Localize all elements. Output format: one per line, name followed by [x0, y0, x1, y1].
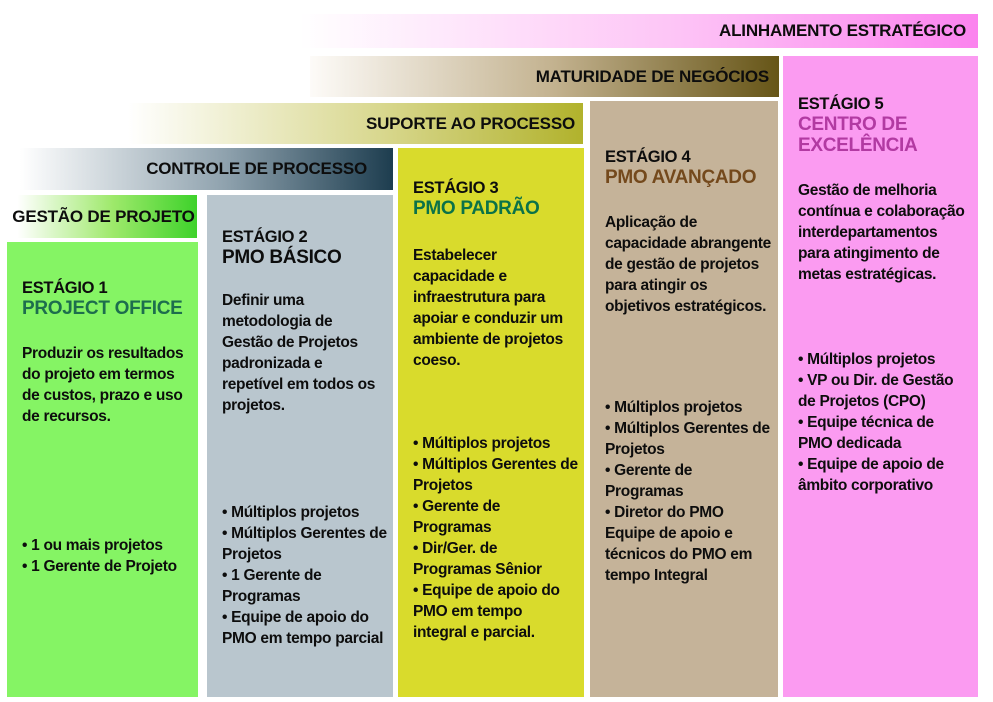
bullet-item: • Diretor do PMO — [605, 502, 772, 523]
bullet-item: • Múltiplos Gerentes de Projetos — [605, 418, 772, 460]
bullet-item: • Múltiplos projetos — [413, 433, 578, 454]
bar-label-suporte: SUPORTE AO PROCESSO — [365, 113, 575, 133]
stage-2-description: Definir uma metodologia de Gestão de Projetos padronizada e repetível em todos os projetos. — [222, 292, 376, 414]
bullet-item: • 1 Gerente de Projeto — [22, 556, 192, 577]
stage-1-description: Produzir os resultados do projeto em termos de custos, prazo e uso de recursos. — [22, 345, 184, 425]
bullet-item: • Múltiplos projetos — [222, 502, 387, 523]
stage-2-bullet-list — [222, 502, 387, 649]
bullet-item: • Múltiplos Gerentes de Projetos — [222, 523, 387, 565]
bullet-item: • Gerente de Programas — [413, 496, 578, 538]
bullet-item: • Múltiplos projetos — [605, 397, 772, 418]
stage-2-column — [207, 195, 393, 697]
bar-alinhamento-estrategico — [300, 14, 978, 48]
stage-2-label: ESTÁGIO 2 — [222, 228, 308, 246]
stage-4-bullet-list — [605, 397, 772, 523]
stage-4-column — [590, 101, 778, 697]
bar-maturidade-de-negocios — [310, 56, 779, 97]
stage-3-title: PMO PADRÃO — [413, 198, 540, 219]
stage-5-label: ESTÁGIO 5 — [798, 95, 884, 113]
bullet-item: • Dir/Ger. de Programas Sênior — [413, 538, 578, 580]
stage-5-title: CENTRO DE EXCELÊNCIA — [798, 114, 918, 156]
bullet-item: • 1 ou mais projetos — [22, 535, 192, 556]
stage-4-description: Aplicação de capacidade abrangente de gestão de projetos para atingir os objetivos estratégicos. — [605, 214, 771, 315]
stage-3-bullet-list — [413, 433, 578, 643]
stage-1-title: PROJECT OFFICE — [22, 298, 183, 319]
stage-5-description: Gestão de melhoria contínua e colaboração interdepartamentos para atingimento de metas estratégicas. — [798, 182, 965, 283]
bar-label-maturidade: MATURIDADE DE NEGÓCIOS — [535, 66, 769, 86]
bullet-item: • Equipe de apoio do PMO em tempo integral e parcial. — [413, 580, 578, 643]
bar-label-controle: CONTROLE DE PROCESSO — [146, 159, 367, 178]
stage-4-label: ESTÁGIO 4 — [605, 148, 691, 166]
bullet-item: • 1 Gerente de Programas — [222, 565, 387, 607]
bullet-item: • Múltiplos Gerentes de Projetos — [413, 454, 578, 496]
bar-label-alinhamento: ALINHAMENTO ESTRATÉGICO — [719, 21, 966, 40]
bar-label-gestao: GESTÃO DE PROJETO — [12, 206, 195, 226]
stage-1-bullet-list — [22, 535, 192, 577]
bar-gestao-de-projeto — [10, 195, 197, 238]
bullet-item: • Equipe técnica de PMO dedicada — [798, 412, 972, 454]
bullet-item: • Múltiplos projetos — [798, 349, 972, 370]
stage-3-description: Estabelecer capacidade e infraestrutura para apoiar e conduzir um ambiente de projetos coeso. — [413, 247, 563, 369]
bullet-item: • Equipe de apoio de âmbito corporativo — [798, 454, 972, 496]
stage-1-column — [7, 242, 198, 697]
stage-2-title: PMO BÁSICO — [222, 247, 342, 268]
stage-1-label: ESTÁGIO 1 — [22, 279, 108, 297]
stage-5-column — [783, 56, 978, 697]
stage-3-label: ESTÁGIO 3 — [413, 179, 499, 197]
stage-4-title: PMO AVANÇADO — [605, 167, 757, 188]
bullet-continuation: Equipe de apoio e técnicos do PMO em tempo Integral — [605, 525, 753, 584]
bullet-item: • Equipe de apoio do PMO em tempo parcial — [222, 607, 387, 649]
bullet-item: • VP ou Dir. de Gestão de Projetos (CPO) — [798, 370, 972, 412]
stage-3-column — [398, 148, 584, 697]
bar-suporte-ao-processo — [128, 103, 583, 144]
bar-controle-de-processo — [20, 148, 393, 190]
bullet-item: • Gerente de Programas — [605, 460, 772, 502]
stage-5-bullet-list — [798, 349, 972, 496]
